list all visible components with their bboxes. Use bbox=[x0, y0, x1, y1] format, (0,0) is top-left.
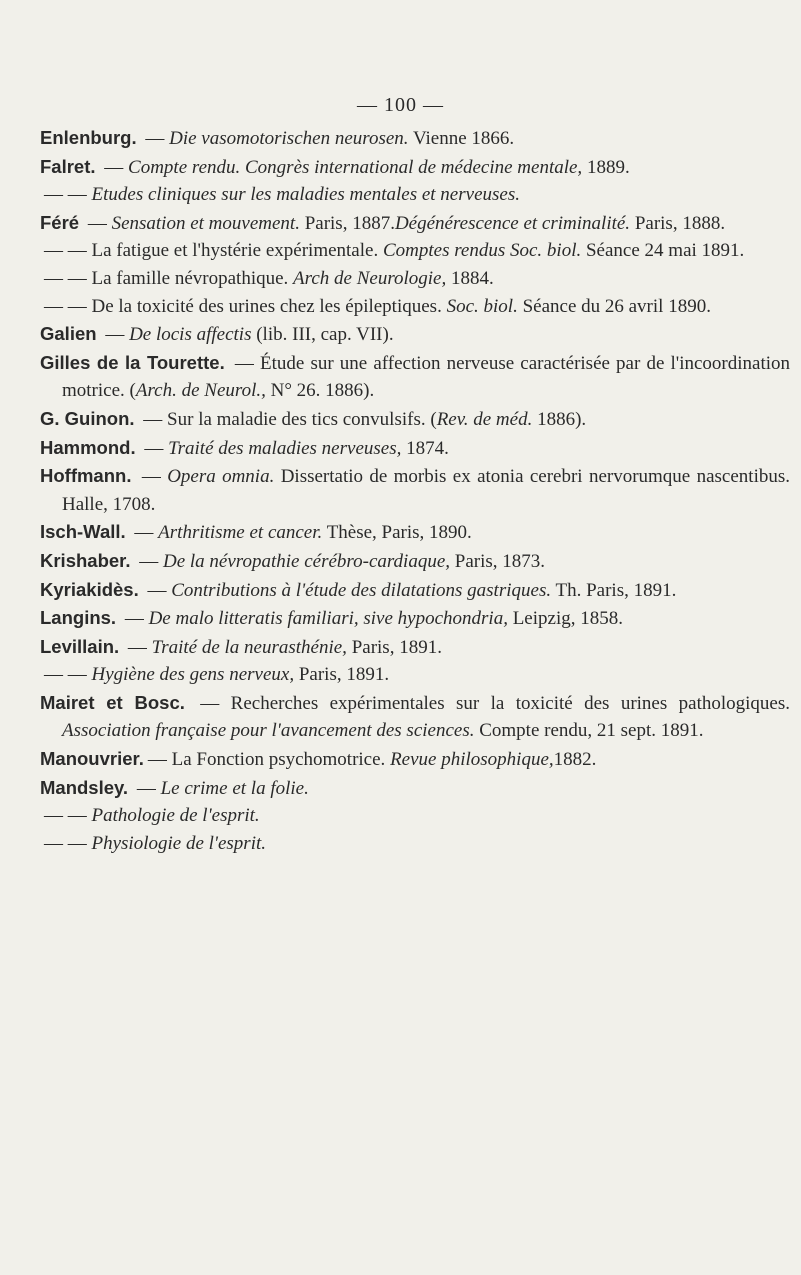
entry-details: Sur la maladie des tics convulsifs. ( bbox=[167, 408, 437, 430]
bibliography-entry bbox=[40, 349, 790, 405]
bibliography-entry bbox=[40, 802, 790, 830]
bibliography-list bbox=[40, 124, 790, 857]
entry-separator: — bbox=[188, 692, 231, 714]
entry-details: Thèse, Paris, 1890. bbox=[322, 522, 472, 544]
entry-separator: — bbox=[134, 550, 163, 572]
bibliography-entry bbox=[40, 434, 790, 463]
entry-details: Dissertatio de morbis ex atonia cerebri nervorumque nascentibus. Halle, 1708. bbox=[62, 466, 790, 515]
entry-title: De malo litteratis familiari, sive hypochondria, bbox=[148, 608, 508, 630]
entry-separator: — bbox=[139, 437, 169, 459]
entry-details: La fatigue et l'hystérie expérimentale. bbox=[91, 240, 383, 262]
bibliography-entry bbox=[40, 320, 790, 349]
entry-separator: — bbox=[140, 128, 170, 149]
entry-separator: — — bbox=[44, 832, 92, 854]
entry-separator: — bbox=[142, 579, 172, 601]
entry-separator: — bbox=[99, 156, 129, 178]
entry-author: Hammond. bbox=[40, 436, 136, 458]
entry-separator: — — bbox=[44, 240, 92, 262]
bibliography-entry bbox=[40, 661, 790, 689]
entry-details: Paris, 1891. bbox=[294, 664, 390, 686]
bibliography-entry bbox=[40, 518, 790, 547]
entry-details-secondary: Séance du 26 avril 1890. bbox=[517, 295, 711, 317]
entry-details: (lib. III, cap. VII). bbox=[251, 324, 394, 346]
entry-details: La famille névropathique. bbox=[91, 267, 294, 289]
entry-separator: — — bbox=[44, 664, 92, 686]
entry-separator: — bbox=[129, 522, 159, 544]
bibliography-entry bbox=[40, 745, 790, 774]
entry-separator: — bbox=[135, 466, 168, 488]
entry-title-secondary: Association française pour l'avancement des sciences. bbox=[62, 720, 475, 742]
entry-separator: — bbox=[120, 608, 149, 630]
entry-title-secondary: Rev. de méd. bbox=[436, 408, 533, 430]
entry-author: Kyriakidès. bbox=[40, 578, 139, 600]
entry-title-secondary: Revue philosophique, bbox=[390, 749, 554, 771]
entry-details: 1889. bbox=[582, 156, 630, 178]
entry-author: Krishaber. bbox=[40, 549, 131, 571]
bibliography-entry bbox=[40, 633, 790, 662]
entry-author: Hoffmann. bbox=[40, 465, 132, 487]
entry-details-secondary: Séance 24 mai 1891. bbox=[581, 240, 745, 262]
entry-author: Féré bbox=[40, 211, 80, 233]
entry-author: Isch-Wall. bbox=[40, 521, 126, 543]
bibliography-entry bbox=[40, 237, 790, 265]
bibliography-entry bbox=[40, 689, 790, 745]
entry-title: Opera omnia. bbox=[167, 466, 275, 488]
entry-title: Pathologie de l'esprit. bbox=[91, 805, 260, 827]
entry-details: De la toxicité des urines chez les épileptiques. bbox=[91, 295, 447, 317]
entry-title: De la névropathie cérébro-cardiaque, bbox=[163, 550, 451, 572]
bibliography-entry bbox=[40, 830, 790, 858]
bibliography-entry bbox=[40, 774, 790, 803]
entry-details: Paris, 1887. bbox=[299, 212, 395, 234]
entry-details: Vienne 1866. bbox=[408, 128, 515, 149]
entry-separator: — — bbox=[44, 295, 92, 317]
bibliography-entry bbox=[40, 181, 790, 209]
bibliography-entry bbox=[40, 265, 790, 293]
entry-author: Manouvrier. bbox=[40, 748, 144, 770]
entry-author: G. Guinon. bbox=[40, 407, 135, 429]
entry-author: Galien bbox=[40, 323, 97, 345]
bibliography-entry bbox=[40, 124, 790, 153]
entry-separator: — — bbox=[44, 805, 92, 827]
entry-details: Recherches expérimentales sur la toxicité des urines pathologiques. bbox=[230, 692, 790, 714]
entry-details-secondary: 1886). bbox=[532, 408, 587, 430]
entry-details: Étude sur une affection nerveuse caractérisée par de l'incoordination motrice. ( bbox=[62, 352, 791, 402]
entry-title-secondary: Comptes rendus Soc. biol. bbox=[382, 240, 582, 262]
entry-title: Hygiène des gens nerveux, bbox=[91, 664, 295, 686]
entry-separator: — bbox=[123, 636, 152, 658]
bibliography-entry bbox=[40, 153, 790, 182]
bibliography-entry bbox=[40, 547, 790, 576]
entry-separator: — bbox=[147, 749, 172, 771]
entry-separator: — — bbox=[44, 267, 92, 289]
entry-details: Th. Paris, 1891. bbox=[551, 579, 677, 601]
entry-author: Mandsley. bbox=[40, 776, 129, 798]
entry-separator: — bbox=[138, 408, 168, 430]
entry-author: Falret. bbox=[40, 155, 96, 177]
entry-title: Compte rendu. Congrès international de médecine mentale, bbox=[128, 156, 583, 178]
entry-author: Mairet et Bosc. bbox=[40, 691, 185, 713]
entry-title-secondary: Arch. de Neurol., bbox=[135, 380, 266, 402]
entry-details-secondary: 1882. bbox=[553, 749, 597, 771]
entry-title: Contributions à l'étude des dilatations gastriques. bbox=[171, 579, 552, 601]
entry-details-secondary: N° 26. 1886). bbox=[265, 380, 375, 402]
entry-separator: — — bbox=[44, 184, 92, 206]
bibliography-entry bbox=[40, 462, 790, 518]
entry-title: De locis affectis bbox=[129, 324, 252, 346]
page-number: — 100 — bbox=[357, 94, 444, 116]
entry-details-secondary: Paris, 1888. bbox=[630, 212, 726, 234]
entry-title: Physiologie de l'esprit. bbox=[91, 832, 267, 854]
entry-separator: — bbox=[132, 777, 161, 799]
entry-separator: — bbox=[83, 212, 112, 234]
entry-author: Langins. bbox=[40, 607, 117, 629]
entry-title: Le crime et la folie. bbox=[160, 777, 309, 799]
bibliography-entry bbox=[40, 604, 790, 633]
entry-details: 1874. bbox=[401, 437, 449, 459]
bibliography-entry bbox=[40, 209, 790, 238]
entry-author: Levillain. bbox=[40, 635, 120, 657]
entry-title-secondary: Soc. biol. bbox=[446, 295, 518, 317]
entry-details: La Fonction psychomotrice. bbox=[171, 749, 391, 771]
entry-author: Enlenburg. bbox=[40, 127, 137, 148]
entry-details-secondary: 1884. bbox=[446, 267, 494, 289]
bibliography-entry bbox=[40, 405, 790, 434]
entry-details: Paris, 1873. bbox=[450, 550, 546, 572]
bibliography-entry bbox=[40, 293, 790, 321]
bibliography-entry bbox=[40, 576, 790, 605]
entry-separator: — bbox=[228, 352, 260, 374]
entry-details: Paris, 1891. bbox=[346, 636, 442, 658]
entry-details: Leipzig, 1858. bbox=[507, 608, 623, 630]
entry-title: Sensation et mouvement. bbox=[111, 212, 300, 234]
entry-title: Etudes cliniques sur les maladies mentales et nerveuses. bbox=[91, 184, 520, 206]
entry-title: Traité de la neurasthénie, bbox=[151, 636, 347, 658]
entry-title-secondary: Arch de Neurologie, bbox=[293, 267, 447, 289]
entry-author: Gilles de la Tourette. bbox=[40, 351, 225, 373]
entry-title: Arthritisme et cancer. bbox=[158, 522, 323, 544]
entry-title: Die vasomotorischen neurosen. bbox=[169, 128, 409, 149]
entry-details-secondary: Compte rendu, 21 sept. 1891. bbox=[474, 720, 704, 742]
entry-title: Traité des maladies nerveuses, bbox=[168, 437, 402, 459]
entry-separator: — bbox=[100, 324, 130, 346]
entry-title-secondary: Dégénérescence et criminalité. bbox=[394, 212, 631, 234]
